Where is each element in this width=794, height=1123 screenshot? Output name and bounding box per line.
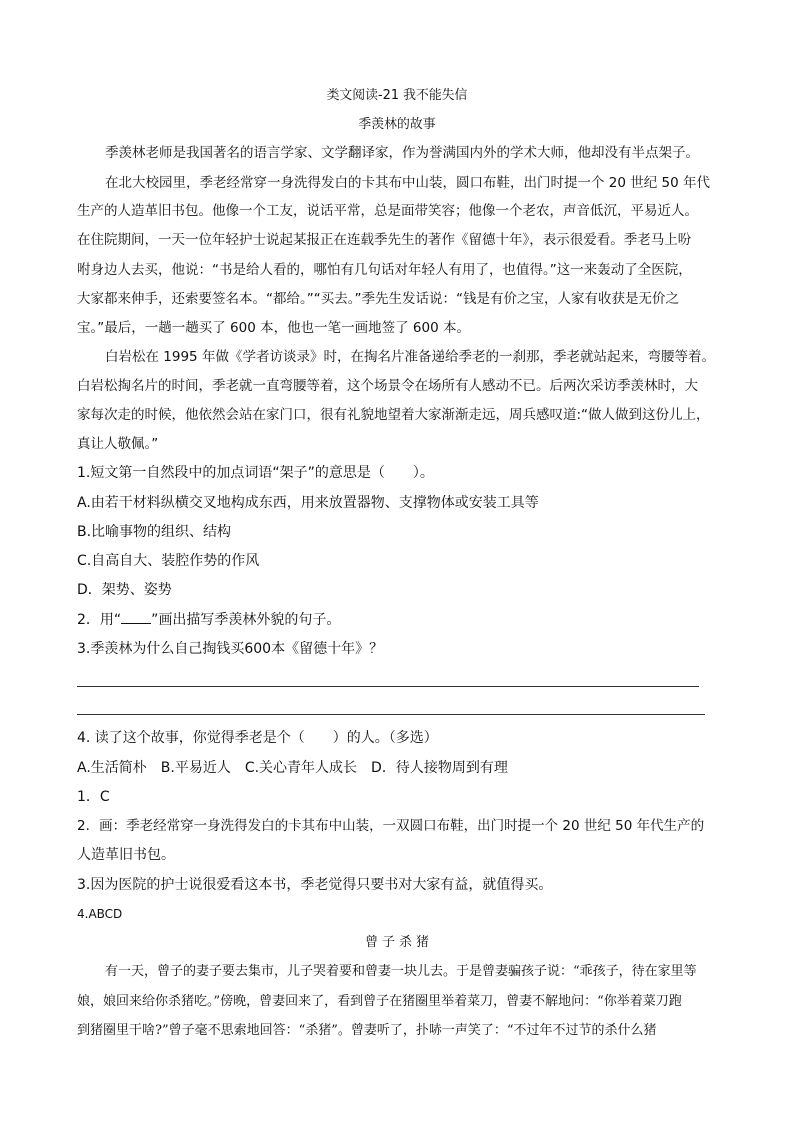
answer-1: 1．C: [77, 789, 110, 805]
paragraph-line: 白岩松在 1995 年做《学者访谈录》时，在掏名片准备递给季老的一刹那，季老就站起来，弯腰等着。: [105, 349, 715, 365]
question-4: 4. 读了这个故事，你觉得季老是个（ ）的人。（多选）: [77, 730, 438, 746]
question-2-prefix: 2．用“: [77, 612, 122, 628]
answer-2: 2．画：季老经常穿一身洗得发白的卡其布中山装，一双圆口布鞋，出门时提一个 20 世纪 50 年代生产的: [77, 818, 705, 834]
answer-3: 3.因为医院的护士说很爱看这本书，季老觉得只要书对大家有益，就值得买。: [77, 877, 553, 893]
story2-line: 有一天，曾子的妻子要去集市，儿子哭着要和曾妻一块儿去。于是曾妻骗孩子说：“乖孩子，待在家里等: [105, 964, 697, 979]
paragraph-line: 大家都来伸手，还索要签名本。“都给。”“买去。”季先生发话说：“钱是有价之宝，人家有收获是无价之: [77, 291, 679, 307]
story2-title: 曾 子 杀 猪: [365, 935, 429, 950]
question-3: 3.季羡林为什么自己掏钱买600本《留德十年》？: [77, 641, 384, 657]
story-title: 季羡林的故事: [358, 117, 436, 132]
question-2-text: 画出描写季羡林外貌的句子。: [158, 612, 341, 628]
paragraph-line: 真让人敬佩。”: [77, 436, 159, 452]
option-d: D．架势、姿势: [77, 582, 172, 598]
option-b: B.比喻事物的组织、结构: [77, 524, 232, 540]
paragraph-line: 季羡林老师是我国著名的语言学家、文学翻译家，作为誉满国内外的学术大师，他却没有半点架子。: [105, 145, 699, 161]
paragraph-line: 咐身边人去买，他说：“书是给人看的，哪怕有几句话对年轻人有用了，也值得。”这一来轰动了全医院，: [77, 262, 692, 278]
page-title: 类文阅读-21 我不能失信: [326, 88, 468, 103]
option-c: C.自高自大、装腔作势的作风: [77, 553, 260, 569]
paragraph-line: 家每次走的时候，他依然会站在家门口，很有礼貌地望着大家渐渐走远，周兵感叹道:“做人做到这份儿上，: [77, 407, 710, 423]
question-4-options: A.生活简朴 B.平易近人 C.关心青年人成长 D．待人接物周到有理: [77, 760, 508, 776]
question-2: [77, 610, 340, 630]
answer-line[interactable]: [77, 714, 705, 715]
paragraph-line: 生产的人造革旧书包。他像一个工友，说话平常，总是面带笑容；他像一个老农，声音低沉，平易近人。: [77, 203, 698, 219]
story2-line: 到猪圈里干啥?”曾子毫不思索地回答：“杀猪”。曾妻听了，扑哧一声笑了：“不过年不过节的杀什么猪: [77, 1023, 657, 1038]
paragraph-line: 在北大校园里，季老经常穿一身洗得发白的卡其布中山装，圆口布鞋，出门时提一个 20 世纪 50 年代: [105, 175, 711, 191]
question-1: 1.短文第一自然段中的加点词语“架子”的意思是（ ）。: [77, 465, 434, 481]
paragraph-line: 在住院期间，一天一位年轻护士说起某报正在连载季先生的著作《留德十年》，表示很爱看。季老马上吩: [77, 232, 692, 248]
question-2-suffix: ”: [151, 612, 159, 628]
story2-line: 娘，娘回来给你杀猪吃。”傍晚，曾妻回来了，看到曾子在猪圈里举着菜刀，曾妻不解地问：“你举着菜刀跑: [77, 994, 682, 1009]
answer-2-cont: 人造革旧书包。: [77, 847, 175, 863]
paragraph-line: 宝。”最后，一趟一趟买了 600 本，他也一笔一画地签了 600 本。: [77, 320, 470, 336]
answer-4: 4.ABCD: [77, 907, 123, 921]
option-a: A.由若干材料纵横交叉地构成东西，用来放置器物、支撑物体或安装工具等: [77, 495, 539, 511]
underline-blank: [121, 611, 151, 624]
paragraph-line: 白岩松掏名片的时间，季老就一直弯腰等着，这个场景令在场所有人感动不已。后两次采访季羡林时，大: [77, 378, 698, 394]
answer-line[interactable]: [77, 686, 699, 687]
